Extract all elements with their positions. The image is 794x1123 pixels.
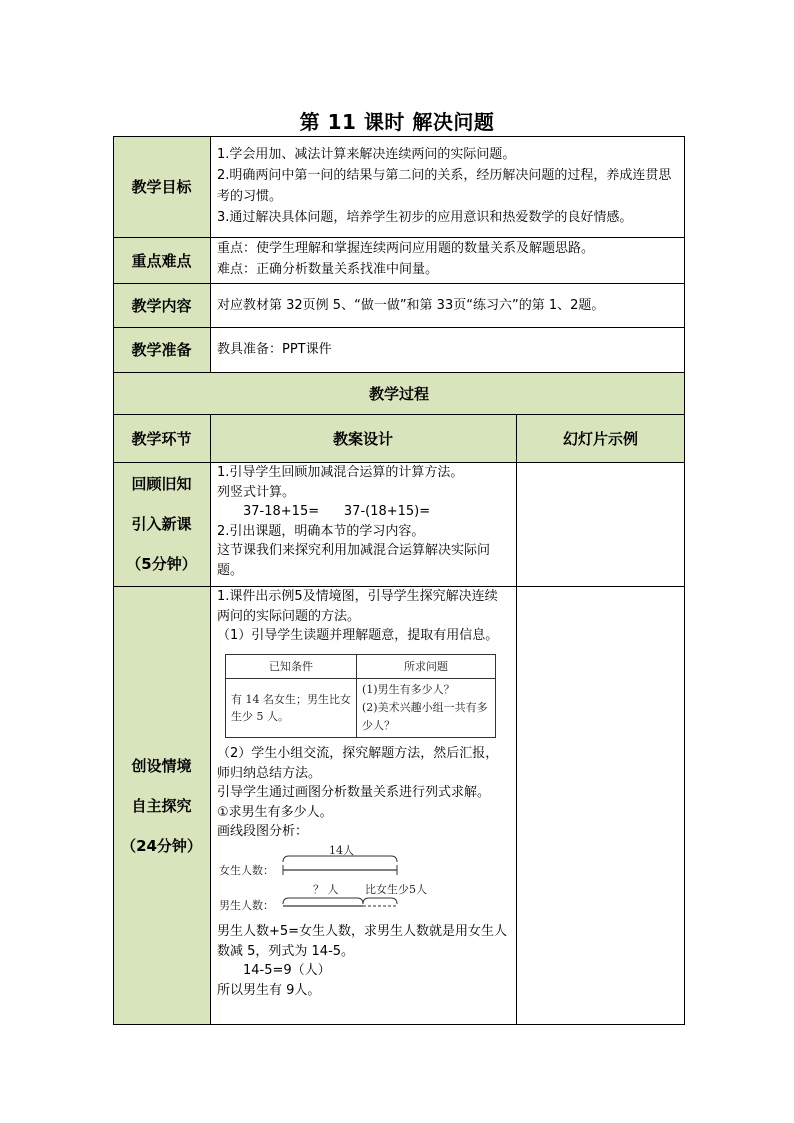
content-label: 教学内容 — [113, 283, 210, 327]
goal-line-3: 3.通过解决具体问题，培养学生初步的应用意识和热爱数学的良好情感。 — [217, 210, 633, 225]
stage1-calc: 37-18+15= 37-(18+15)= — [243, 504, 431, 519]
stage2-guide: 引导学生通过画图分析数量关系进行列式求解。 — [217, 785, 491, 800]
question-1: (1)男生有多少人？ — [362, 683, 455, 696]
segment-diagram — [217, 844, 510, 923]
key-label: 重点难点 — [113, 237, 210, 283]
stage2-answer: 所以男生有 9人。 — [217, 982, 321, 998]
stage1-line-5: 这节课我们来探究利用加减混合运算解决实际问题。 — [217, 543, 491, 578]
question-header: 所求问题 — [357, 654, 496, 679]
key-content — [210, 237, 685, 283]
unknown-label: ？ 人 — [313, 882, 339, 896]
total-label: 14人 — [329, 843, 354, 857]
questions-cell — [357, 679, 496, 738]
stage2-step1: （1）引导学生读题并理解题意，提取有用信息。 — [217, 628, 499, 643]
question-2: (2)美术兴趣小组一共有多少人？ — [362, 701, 488, 732]
stage1-line-1: 1.引导学生回顾加减混合运算的计算方法。 — [217, 465, 464, 480]
known-cell: 有 14 名女生；男生比女生少 5 人。 — [226, 679, 357, 738]
goal-line-1: 1.学会用加、减法计算来解决连续两问的实际问题。 — [217, 147, 516, 162]
stage2-explain: 男生人数+5=女生人数，求男生人数就是用女生人数减 5，列式为 14-5。 — [217, 924, 508, 959]
col-stage-header: 教学环节 — [113, 414, 210, 462]
stage2-label: 创设情境 自主探究 （24分钟） — [113, 586, 210, 1025]
stage2-q1: ①求男生有多少人。 — [217, 804, 333, 820]
girls-label: 女生人数： — [219, 863, 274, 877]
content-text: 对应教材第 32页例 5、“做一做”和第 33页“练习六”的第 1、2题。 — [217, 297, 605, 313]
stage1-slides — [516, 462, 685, 586]
stage2-calc: 14-5=9（人） — [243, 963, 331, 978]
goal-line-2: 2.明确两问中第一问的结果与第二问的关系，经历解决问题的过程，养成连贯思考的习惯。 — [217, 168, 672, 204]
key-line-2: 难点：正确分析数量关系找准中间量。 — [217, 262, 439, 277]
stage2-draw: 画线段图分析： — [217, 824, 309, 839]
known-header: 已知条件 — [226, 654, 357, 679]
goals-label: 教学目标 — [113, 136, 210, 237]
stage2-slides — [516, 586, 685, 1025]
diff-label: 比女生少5人 — [365, 882, 427, 896]
col-design-header: 教案设计 — [210, 414, 516, 462]
stage2-design — [210, 586, 516, 1025]
diff-brace — [363, 898, 397, 904]
prep-label: 教学准备 — [113, 327, 210, 372]
stage2-step2: （2）学生小组交流，探究解题方法，然后汇报，师归纳总结方法。 — [217, 746, 499, 781]
stage1-line-2: 列竖式计算。 — [217, 484, 296, 500]
process-header: 教学过程 — [113, 372, 685, 414]
stage1-line-4: 2.引出课题，明确本节的学习内容。 — [217, 523, 425, 539]
key-line-1: 重点：使学生理解和掌握连续两问应用题的数量关系及解题思路。 — [217, 241, 595, 256]
page-title: 第 11 课时 解决问题 — [299, 110, 495, 134]
boys-brace — [283, 898, 363, 904]
goals-content — [210, 136, 685, 237]
boys-label: 男生人数： — [219, 898, 274, 912]
col-slides-header: 幻灯片示例 — [516, 414, 685, 462]
lesson-plan-table — [113, 136, 685, 1025]
stage1-label: 回顾旧知 引入新课 （5分钟） — [113, 462, 210, 586]
prep-text: 教具准备：PPT课件 — [217, 342, 332, 357]
stage1-design — [210, 462, 516, 586]
conditions-table — [225, 654, 496, 739]
stage2-intro: 1.课件出示例5及情境图，引导学生探究解决连续两问的实际问题的方法。 — [217, 589, 498, 624]
